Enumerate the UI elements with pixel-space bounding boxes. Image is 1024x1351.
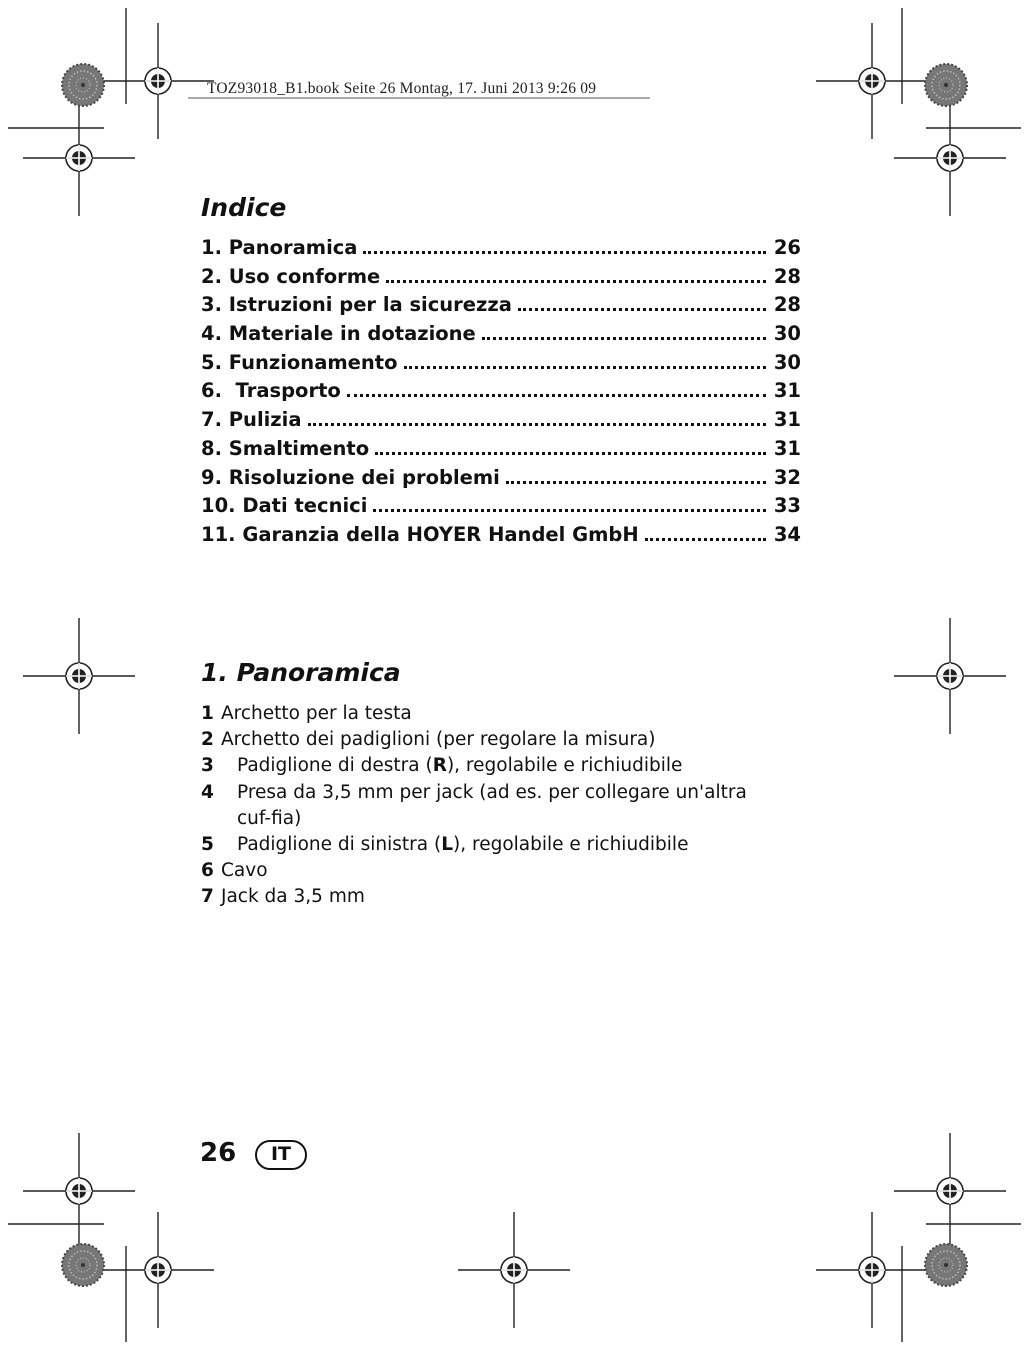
list-item	[201, 832, 791, 858]
item-number: 6	[201, 860, 214, 882]
item-text-before: Padiglione di destra (	[237, 755, 433, 777]
item-text-bold: R	[432, 755, 447, 777]
item-text	[237, 832, 791, 858]
section-title: 1. Panoramica	[201, 658, 401, 687]
list-item	[201, 701, 791, 727]
item-number: 4	[201, 781, 214, 803]
toc-entry-page: 34	[773, 522, 801, 546]
toc-entry	[201, 351, 801, 380]
toc-entry	[201, 379, 801, 408]
toc-entry-label: 9. Risoluzione dei problemi	[201, 465, 500, 489]
toc-entry-label: 10. Dati tecnici	[201, 494, 368, 518]
toc-leader-dots	[373, 509, 765, 512]
toc-entry	[201, 293, 801, 322]
toc-entry	[201, 265, 801, 294]
toc-entry-label: 8. Smaltimento	[201, 436, 370, 460]
toc-entry	[201, 494, 801, 523]
list-item	[201, 753, 791, 779]
toc-entry-page: 31	[773, 436, 801, 460]
toc-title: Indice	[201, 193, 287, 222]
toc-entry-page: 30	[773, 322, 801, 346]
item-text	[237, 753, 791, 779]
toc-entry	[201, 523, 801, 552]
toc-entry-page: 28	[773, 293, 801, 317]
toc-leader-dots	[386, 280, 766, 283]
language-badge: IT	[255, 1140, 307, 1170]
item-number: 7	[201, 886, 214, 908]
item-text-after: ), regolabile e richiudibile	[453, 834, 689, 856]
list-item	[201, 884, 791, 910]
item-text-before: Padiglione di sinistra (	[237, 834, 442, 856]
toc-leader-dots	[645, 538, 766, 541]
toc-leader-dots	[482, 337, 766, 340]
item-text-bold: L	[441, 834, 454, 856]
toc-leader-dots	[506, 481, 766, 484]
toc-entry-label: 4. Materiale in dotazione	[201, 322, 476, 346]
toc-entry-label: 5. Funzionamento	[201, 350, 398, 374]
item-text: Cavo	[221, 860, 268, 882]
toc-leader-dots	[375, 452, 766, 455]
toc-entry-label: 7. Pulizia	[201, 408, 302, 432]
toc-leader-dots	[518, 308, 766, 311]
item-text: Jack da 3,5 mm	[221, 886, 365, 908]
table-of-contents	[201, 236, 801, 552]
toc-entry	[201, 466, 801, 495]
item-number: 3	[201, 755, 214, 777]
item-text: Presa da 3,5 mm per jack (ad es. per collegare un'altra cuf-fia)	[237, 781, 747, 829]
page-number: 26	[200, 1138, 237, 1168]
toc-leader-dots	[308, 423, 766, 426]
list-item	[201, 780, 791, 832]
toc-entry-page: 31	[773, 408, 801, 432]
list-item	[201, 727, 791, 753]
toc-entry-label: 11. Garanzia della HOYER Handel GmbH	[201, 522, 639, 546]
print-header: TOZ93018_B1.book Seite 26 Montag, 17. Juni 2013 9:26 09	[207, 80, 597, 97]
item-text-after: ), regolabile e richiudibile	[446, 755, 683, 777]
item-number: 2	[201, 729, 214, 751]
toc-entry-label: 3. Istruzioni per la sicurezza	[201, 293, 512, 317]
toc-leader-dots	[404, 366, 766, 369]
item-text: Archetto dei padiglioni (per regolare la misura)	[221, 729, 656, 751]
toc-entry-page: 30	[773, 350, 801, 374]
item-number: 5	[201, 834, 214, 856]
toc-entry	[201, 408, 801, 437]
toc-entry-page: 26	[773, 236, 801, 259]
toc-leader-dots	[347, 394, 766, 397]
toc-entry-label: 1. Panoramica	[201, 236, 358, 259]
parts-list	[201, 701, 791, 911]
toc-leader-dots	[363, 251, 765, 254]
toc-entry	[201, 236, 801, 265]
item-text: Archetto per la testa	[221, 703, 412, 724]
toc-entry-page: 31	[773, 379, 801, 403]
toc-entry-label: 6. Trasporto	[201, 379, 341, 403]
toc-entry	[201, 322, 801, 351]
item-number: 1	[201, 703, 214, 724]
toc-entry-label: 2. Uso conforme	[201, 264, 381, 288]
toc-entry-page: 32	[773, 465, 801, 489]
list-item	[201, 858, 791, 884]
toc-entry-page: 33	[773, 494, 801, 518]
toc-entry	[201, 437, 801, 466]
toc-entry-page: 28	[773, 264, 801, 288]
